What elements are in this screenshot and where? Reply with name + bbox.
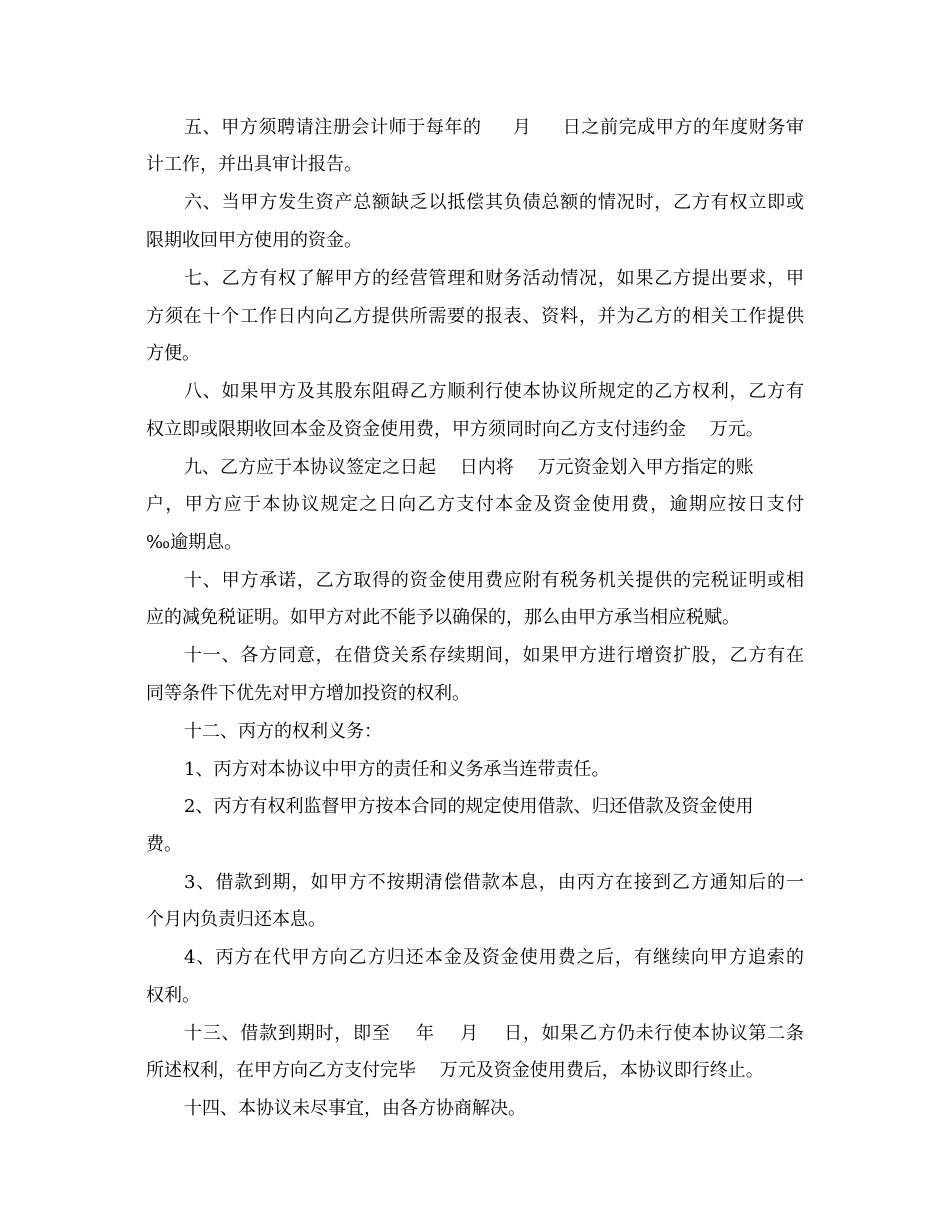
clause-11-line-2: 同等条件下优先对甲方增加投资的权利。 — [146, 683, 470, 704]
clause-13-line-1: 十三、借款到期时，即至 年 月 日，如果乙方仍未行使本协议第二条 — [184, 1023, 804, 1044]
clause-7-line-3: 方便。 — [146, 343, 200, 364]
clause-10-line-2: 应的减免税证明。如甲方对此不能予以确保的，那么由甲方承当相应税赋。 — [146, 607, 740, 628]
clause-7-line-2: 方须在十个工作日内向乙方提供所需要的报表、资料，并为乙方的相关工作提供 — [146, 306, 804, 327]
clause-5-line-1: 五、甲方须聘请注册会计师于每年的 月 日之前完成甲方的年度财务审 — [184, 117, 804, 138]
clause-5-line-2: 计工作，并出具审计报告。 — [146, 154, 362, 175]
clause-14-line-1: 十四、本协议未尽事宜，由各方协商解决。 — [184, 1098, 526, 1119]
clause-8-line-1: 八、如果甲方及其股东阻碍乙方顺利行使本协议所规定的乙方权利，乙方有 — [184, 381, 804, 402]
clause-12-heading: 十二、丙方的权利义务： — [184, 721, 382, 742]
clause-9-line-3: ‰逾期息。 — [146, 532, 243, 553]
clause-12-item-1: 1、丙方对本协议中甲方的责任和义务承当连带责任。 — [184, 759, 610, 780]
clause-8-line-2: 权立即或限期收回本金及资金使用费，甲方须同时向乙方支付违约金 万元。 — [146, 419, 764, 440]
clause-11-line-1: 十一、各方同意，在借贷关系存续期间，如果甲方进行增资扩股，乙方有在 — [184, 645, 804, 666]
clause-12-item-4-line-1: 4、丙方在代甲方向乙方归还本金及资金使用费之后，有继续向甲方追索的 — [184, 947, 804, 968]
clause-12-item-2-line-2: 费。 — [146, 834, 182, 855]
clause-9-line-2: 户，甲方应于本协议规定之日向乙方支付本金及资金使用费，逾期应按日支付 — [146, 494, 804, 515]
clause-10-line-1: 十、甲方承诺，乙方取得的资金使用费应附有税务机关提供的完税证明或相 — [184, 570, 804, 591]
clause-12-item-3-line-1: 3、借款到期，如甲方不按期清偿借款本息，由丙方在接到乙方通知后的一 — [184, 872, 804, 893]
clause-7-line-1: 七、乙方有权了解甲方的经营管理和财务活动情况，如果乙方提出要求，甲 — [184, 268, 804, 289]
clause-6-line-2: 限期收回甲方使用的资金。 — [146, 230, 362, 251]
clause-6-line-1: 六、当甲方发生资产总额缺乏以抵偿其负债总额的情况时，乙方有权立即或 — [184, 192, 804, 213]
clause-12-item-2-line-1: 2、丙方有权利监督甲方按本合同的规定使用借款、归还借款及资金使用 — [184, 796, 754, 817]
clause-9-line-1: 九、乙方应于本协议签定之日起 日内将 万元资金划入甲方指定的账 — [184, 457, 754, 478]
clause-12-item-4-line-2: 权利。 — [146, 985, 200, 1006]
clause-13-line-2: 所述权利，在甲方向乙方支付完毕 万元及资金使用费后，本协议即行终止。 — [146, 1060, 764, 1081]
clause-12-item-3-line-2: 个月内负责归还本息。 — [146, 909, 326, 930]
